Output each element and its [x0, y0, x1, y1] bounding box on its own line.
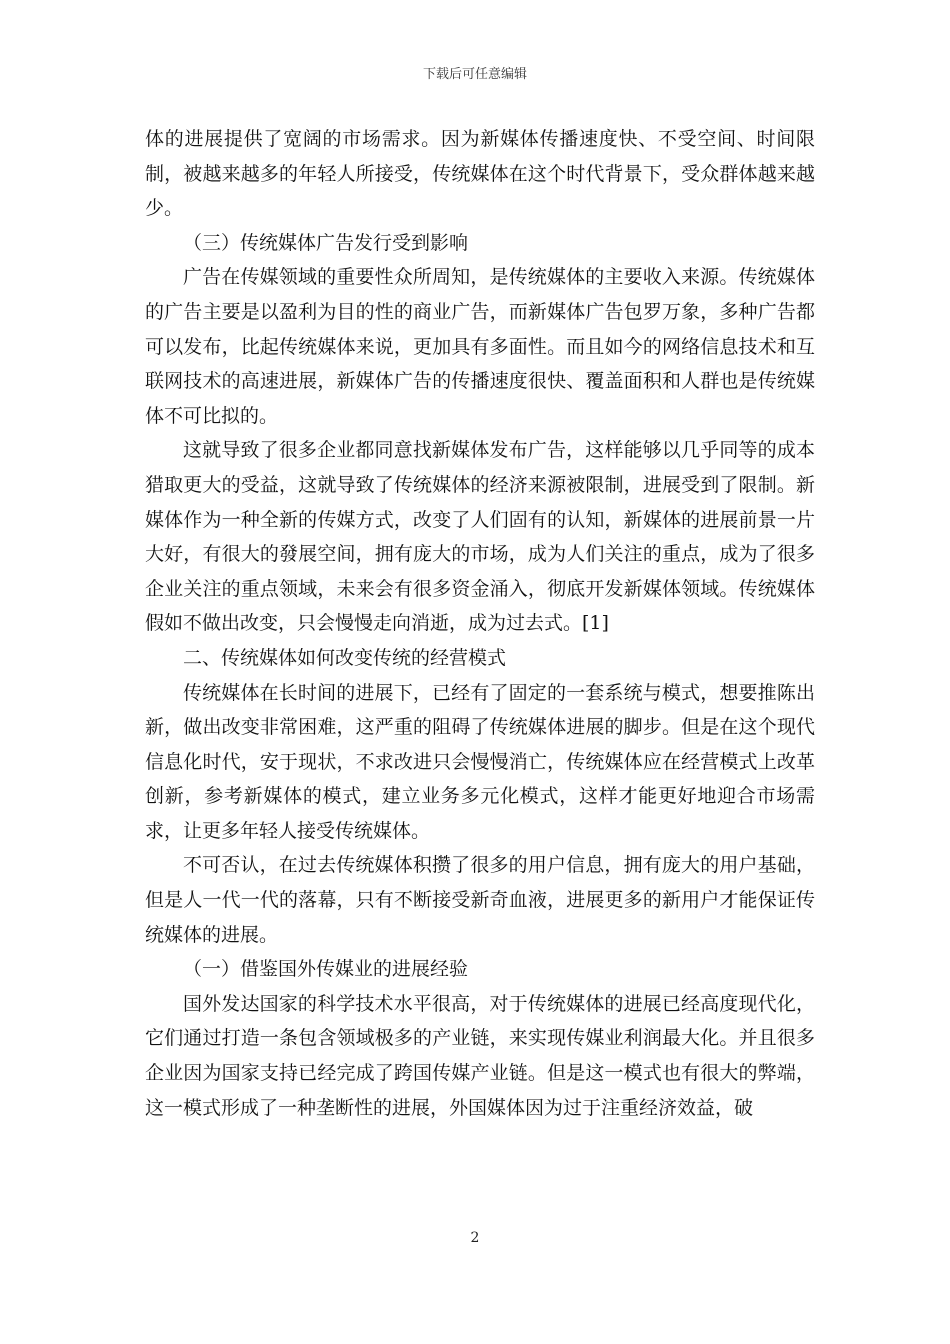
- section-heading-2: 二、传统媒体如何改变传统的经营模式: [183, 646, 507, 669]
- paragraph-foreign-experience: 国外发达国家的科学技术水平很高，对于传统媒体的进展已经高度现代化，它们通过打造一条包含领域极多的产业链，来实现传媒业利润最大化。并且很多企业因为国家支持已经完成了跨国传媒产业链。但是这一模式也有很大的弊端，这一模式形成了一种垄断性的进展，外国媒体因为过于注重经济效益，破: [145, 992, 815, 1119]
- page-number: 2: [470, 1230, 480, 1246]
- paragraph-business-model: 传统媒体在长时间的进展下，已经有了固定的一套系统与模式，想要推陈出新，做出改变非常困难，这严重的阻碍了传统媒体进展的脚步。但是在这个现代信息化时代，安于现状，不求改进只会慢慢消亡，传统媒体应在经营模式上改革创新，参考新媒体的模式，建立业务多元化模式，这样才能更好地迎合市场需求，让更多年轻人接受传统媒体。: [145, 681, 815, 842]
- paragraph-enterprises: 这就导致了很多企业都同意找新媒体发布广告，这样能够以几乎同等的成本猎取更大的受益，这就导致了传统媒体的经济来源被限制，进展受到了限制。新媒体作为一种全新的传媒方式，改变了人们固有的认知，新媒体的进展前景一片大好，有很大的發展空间，拥有庞大的市场，成为人们关注的重点，成为了很多企业关注的重点领域，未来会有很多资金涌入，彻底开发新媒体领域。传统媒体假如不做出改变，只会慢慢走向消逝，成为过去式。[1]: [145, 439, 815, 635]
- page-header: 下载后可任意编辑: [422, 67, 527, 82]
- section-heading-3: （三）传统媒体广告发行受到影响: [183, 231, 469, 254]
- paragraph-advertising: 广告在传媒领域的重要性众所周知，是传统媒体的主要收入来源。传统媒体的广告主要是以盈利为目的性的商业广告，而新媒体广告包罗万象，多种广告都可以发布，比起传统媒体来说，更加具有多面性。而且如今的网络信息技术和互联网技术的高速进展，新媒体广告的传播速度很快、覆盖面积和人群也是传统媒体不可比拟的。: [145, 266, 815, 427]
- paragraph-user-base: 不可否认，在过去传统媒体积攒了很多的用户信息，拥有庞大的用户基础，但是人一代一代的落幕，只有不断接受新奇血液，进展更多的新用户才能保证传统媒体的进展。: [145, 854, 815, 946]
- section-heading-1: （一）借鉴国外传媒业的进展经验: [183, 958, 469, 981]
- paragraph-continuation: 体的进展提供了宽阔的市场需求。因为新媒体传播速度快、不受空间、时间限制，被越来越多的年轻人所接受，传统媒体在这个时代背景下，受众群体越来越少。: [145, 128, 815, 220]
- document-body: [145, 122, 815, 1125]
